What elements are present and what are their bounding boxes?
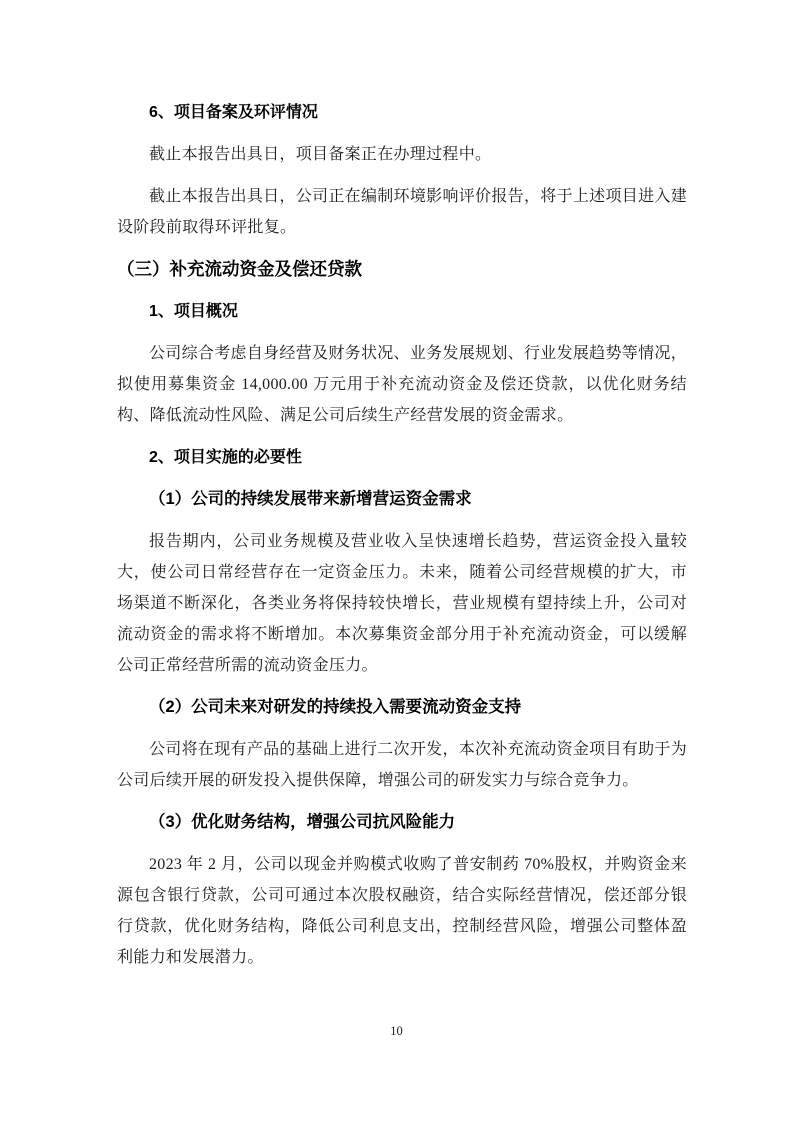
heading-project-necessity: 2、项目实施的必要性 (149, 449, 302, 466)
heading-project-overview: 1、项目概况 (149, 303, 238, 320)
para-eia-status: 截止本报告出具日，公司正在编制环境影响评价报告，将于上述项目进入建设阶段前取得环评批复。 (117, 188, 687, 236)
para-necessity-3: 2023 年 2 月，公司以现金并购模式收购了普安制药 70%股权，并购资金来源包含银行贷款，公司可通过本次股权融资，结合实际经营情况，偿还部分银行贷款，优化财务结构，降低公司利息支出，控制经营风险，增强公司整体盈利能力和发展潜力。 (117, 856, 687, 966)
heading-necessity-3-financial-structure: （3）优化财务结构，增强公司抗风险能力 (149, 813, 456, 831)
heading-supplement-working-capital: （三）补充流动资金及偿还贷款 (117, 259, 362, 279)
para-necessity-1: 报告期内，公司业务规模及营业收入呈快速增长趋势，营运资金投入量较大，使公司日常经营存在一定资金压力。未来，随着公司经营规模的扩大，市场渠道不断深化，各类业务将保持较快增长，营业规模有望持续上升，公司对流动资金的需求将不断增加。本次募集资金部分用于补充流动资金，可以缓解公司正常经营所需的流动资金压力。 (117, 533, 687, 674)
heading-project-filing-eia: 6、项目备案及环评情况 (149, 104, 318, 121)
page-number: 10 (390, 1024, 403, 1038)
para-project-overview: 公司综合考虑自身经营及财务状况、业务发展规划、行业发展趋势等情况，拟使用募集资金 14,000.00 万元用于补充流动资金及偿还贷款，以优化财务结构、降低流动性风险、满足公司后续生产经营发展的资金需求。 (117, 345, 687, 424)
heading-necessity-2-rd-investment: （2）公司未来对研发的持续投入需要流动资金支持 (149, 698, 522, 716)
para-filing-status: 截止本报告出具日，项目备案正在办理过程中。 (149, 146, 492, 163)
para-necessity-2: 公司将在现有产品的基础上进行二次开发，本次补充流动资金项目有助于为公司后续开展的研发投入提供保障，增强公司的研发实力与综合竞争力。 (117, 741, 687, 789)
heading-necessity-1-working-capital-demand: （1）公司的持续发展带来新增营运资金需求 (149, 490, 472, 508)
